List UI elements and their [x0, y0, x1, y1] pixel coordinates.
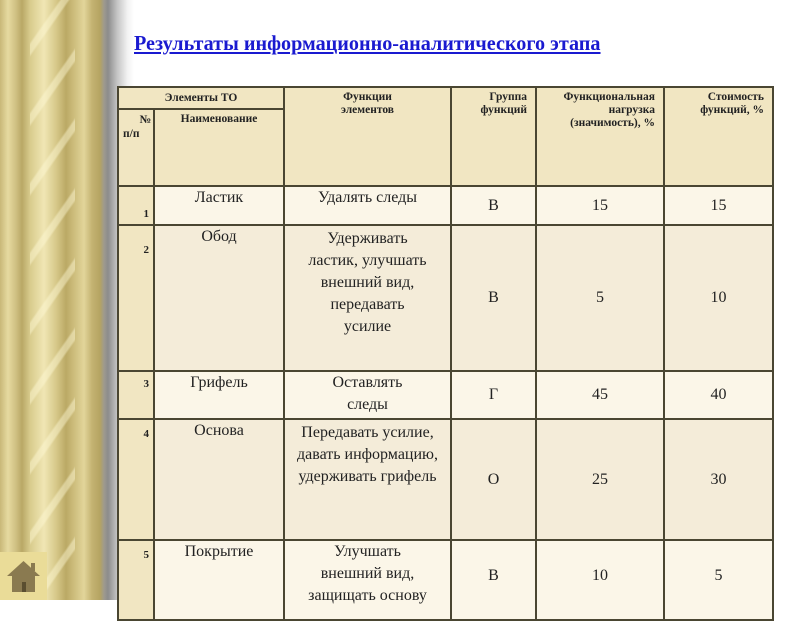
- decorative-gold-column: [0, 0, 108, 600]
- functional-load: 5: [536, 225, 664, 371]
- header-functional-load: Функциональная нагрузка (значимость), %: [536, 87, 664, 186]
- table-row: [118, 186, 773, 225]
- header-number-sub: п/п: [123, 128, 140, 140]
- row-number: 4: [118, 419, 154, 540]
- element-name: Основа: [154, 419, 284, 540]
- element-function: Удалять следы: [284, 186, 451, 225]
- function-group: В: [451, 225, 536, 371]
- element-name: Покрытие: [154, 540, 284, 620]
- function-group: Г: [451, 371, 536, 419]
- function-cost: 40: [664, 371, 773, 419]
- row-number: 5: [118, 540, 154, 620]
- element-name: Ластик: [154, 186, 284, 225]
- header-functions: [284, 87, 451, 186]
- element-name: Грифель: [154, 371, 284, 419]
- element-function: Оставлять следы: [284, 371, 451, 419]
- header-elements-group: Элементы ТО: [118, 87, 284, 109]
- function-cost: 5: [664, 540, 773, 620]
- home-icon: [5, 558, 42, 594]
- element-function: Удерживать ластик, улучшать внешний вид, передавать усилие: [284, 225, 451, 371]
- header-function-cost: Стоимость функций, %: [664, 87, 773, 186]
- table-row: [118, 371, 773, 419]
- header-number: [118, 109, 154, 186]
- element-function: Передавать усилие, давать информацию, удерживать грифель: [284, 419, 451, 540]
- decorative-stripes: [30, 0, 75, 600]
- page-title: Результаты информационно-аналитического этапа: [134, 31, 601, 55]
- element-name: Обод: [154, 225, 284, 371]
- functional-load: 45: [536, 371, 664, 419]
- table-row: [118, 419, 773, 540]
- table-row: [118, 540, 773, 620]
- function-group: О: [451, 419, 536, 540]
- function-cost: 10: [664, 225, 773, 371]
- function-cost: 15: [664, 186, 773, 225]
- functional-load: 25: [536, 419, 664, 540]
- header-name: Наименование: [154, 109, 284, 186]
- home-button[interactable]: [0, 552, 47, 600]
- function-group: В: [451, 186, 536, 225]
- functional-load: 15: [536, 186, 664, 225]
- functional-load: 10: [536, 540, 664, 620]
- element-function: Улучшать внешний вид, защищать основу: [284, 540, 451, 620]
- function-group: В: [451, 540, 536, 620]
- results-table: [117, 86, 774, 621]
- row-number: 3: [118, 371, 154, 419]
- header-function-group: Группа функций: [451, 87, 536, 186]
- row-number: 2: [118, 225, 154, 371]
- header-functions-label: Функции элементов: [340, 91, 395, 116]
- function-cost: 30: [664, 419, 773, 540]
- row-number: 1: [118, 186, 154, 225]
- header-number-sign: №: [139, 114, 151, 126]
- table-row: [118, 225, 773, 371]
